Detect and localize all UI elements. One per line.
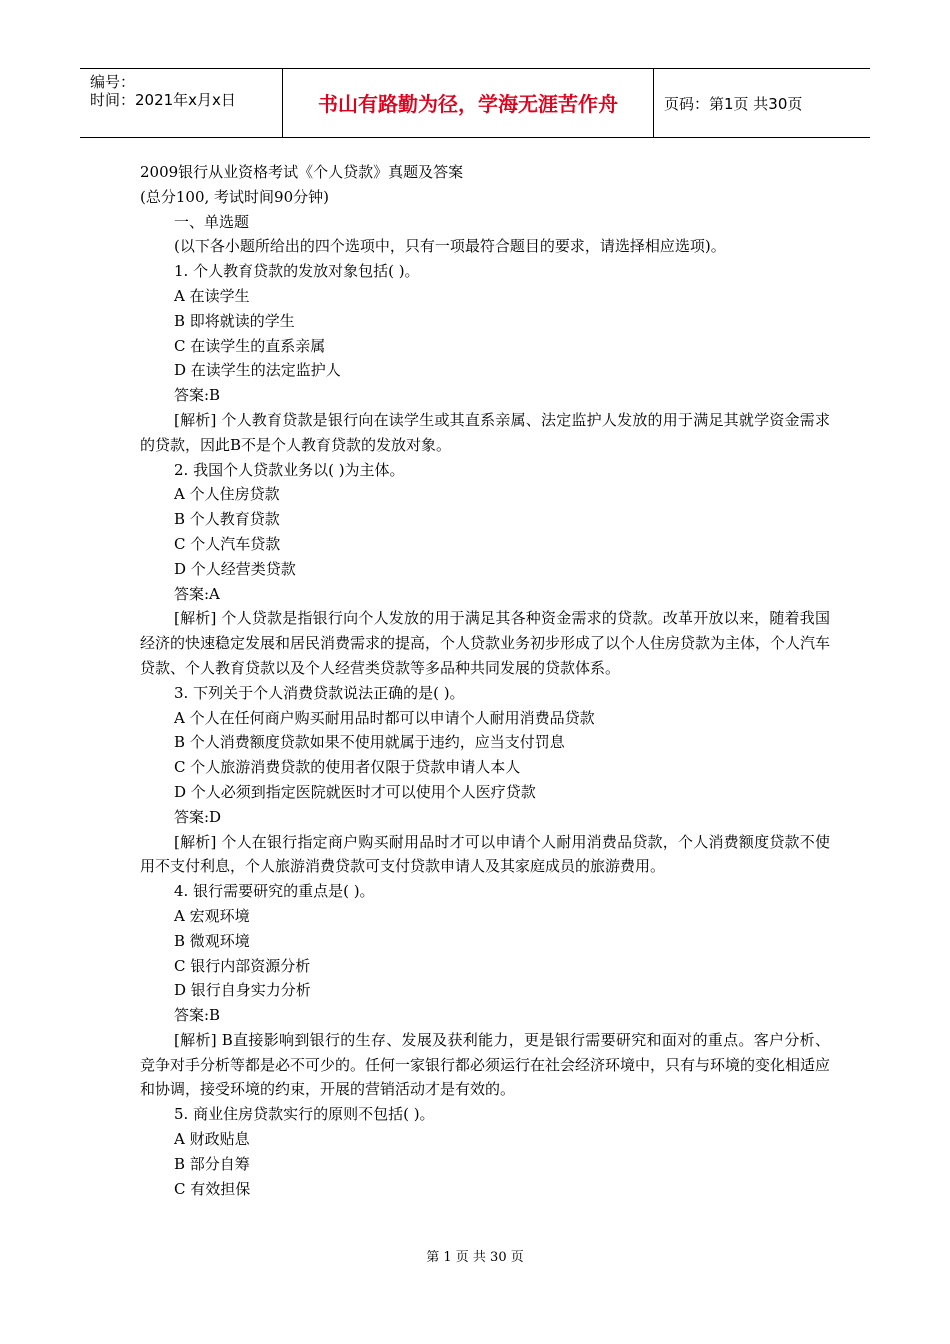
option-d: D 个人必须到指定医院就医时才可以使用个人医疗贷款 — [174, 782, 536, 801]
header-date: 时间：2021年x月x日 — [90, 91, 236, 109]
header-page-cell — [654, 69, 870, 137]
option-b: B 个人消费额度贷款如果不使用就属于违约，应当支付罚息 — [174, 733, 565, 752]
option-b: B 即将就读的学生 — [174, 311, 295, 330]
option-b: B 微观环境 — [174, 931, 250, 950]
exam-meta: (总分100, 考试时间90分钟) — [140, 187, 329, 206]
answer: 答案:A — [174, 584, 220, 603]
header-motto-cell — [283, 69, 654, 137]
option-a: A 个人在任何商户购买耐用品时都可以申请个人耐用消费品贷款 — [174, 708, 595, 727]
answer: 答案:B — [174, 1006, 221, 1025]
question-text: 1. 个人教育贷款的发放对象包括( )。 — [174, 262, 420, 281]
option-d: D 个人经营类贷款 — [174, 559, 296, 578]
document-body — [140, 160, 830, 1201]
option-c: C 在读学生的直系亲属 — [174, 336, 326, 355]
option-c: C 个人旅游消费贷款的使用者仅限于贷款申请人本人 — [174, 758, 521, 777]
question-text: 2. 我国个人贷款业务以( )为主体。 — [174, 460, 405, 479]
question-block — [140, 879, 830, 1102]
document-title: 2009银行从业资格考试《个人贷款》真题及答案 — [140, 163, 464, 181]
serial-number: 编号： — [90, 73, 136, 91]
question-block — [140, 458, 830, 681]
question-block — [140, 1102, 830, 1201]
question-text: 3. 下列关于个人消费贷款说法正确的是( )。 — [174, 683, 465, 702]
question-block — [140, 681, 830, 879]
option-b: B 部分自筹 — [174, 1154, 250, 1173]
page-header — [80, 68, 870, 138]
question-text: 4. 银行需要研究的重点是( )。 — [174, 882, 375, 901]
option-a: A 个人住房贷款 — [174, 485, 280, 504]
option-c: C 银行内部资源分析 — [174, 956, 311, 975]
question-block — [140, 259, 830, 457]
page-footer: 第 1 页 共 30 页 — [426, 1250, 524, 1265]
option-a: A 在读学生 — [174, 286, 250, 305]
header-motto: 书山有路勤为径，学海无涯苦作舟 — [318, 92, 618, 116]
option-d: D 在读学生的法定监护人 — [174, 361, 341, 380]
option-b: B 个人教育贷款 — [174, 510, 280, 529]
analysis: [解析] 个人贷款是指银行向个人发放的用于满足其各种资金需求的贷款。改革开放以来，随着我国经济的快速稳定发展和居民消费需求的提高，个人贷款业务初步形成了以个人住房贷款为主体，个人汽车贷款、个人教育贷款以及个人经营类贷款等多品种共同发展的贷款体系。 — [140, 609, 831, 677]
option-d: D 银行自身实力分析 — [174, 981, 311, 1000]
analysis: [解析] 个人在银行指定商户购买耐用品时才可以申请个人耐用消费品贷款，个人消费额度贷款不使用不支付利息，个人旅游消费贷款可支付贷款申请人及其家庭成员的旅游费用。 — [140, 832, 830, 876]
section-heading: 一、单选题 — [174, 212, 250, 231]
analysis: [解析] B直接影响到银行的生存、发展及获利能力，更是银行需要研究和面对的重点。客户分析、竞争对手分析等都是必不可少的。任何一家银行都必须运行在社会经济环境中，只有与环境的变化相适应和协调，接受环境的约束，开展的营销活动才是有效的。 — [140, 1030, 831, 1099]
option-c: C 有效担保 — [174, 1179, 251, 1198]
analysis: [解析] 个人教育贷款是银行向在读学生或其直系亲属、法定监护人发放的用于满足其就学资金需求的贷款，因此B不是个人教育贷款的发放对象。 — [140, 410, 830, 454]
answer: 答案:D — [174, 807, 222, 826]
option-a: A 财政贴息 — [174, 1130, 250, 1149]
section-instruction: (以下各小题所给出的四个选项中，只有一项最符合题目的要求，请选择相应选项)。 — [174, 237, 726, 256]
header-info-cell — [80, 69, 283, 137]
option-a: A 宏观环境 — [174, 906, 250, 925]
answer: 答案:B — [174, 386, 221, 405]
question-text: 5. 商业住房贷款实行的原则不包括( )。 — [174, 1105, 435, 1124]
option-c: C 个人汽车贷款 — [174, 534, 281, 553]
header-page-number: 页码：第1页 共30页 — [664, 95, 803, 113]
